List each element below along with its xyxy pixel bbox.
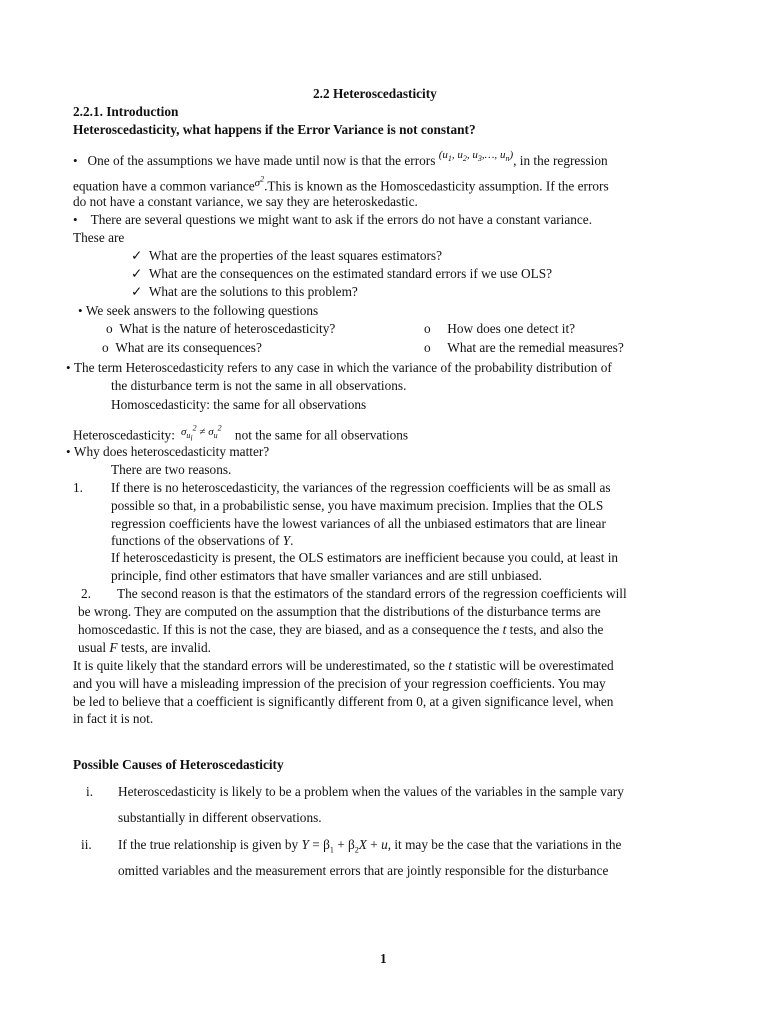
paragraph-4-line-2: the disturbance term is not the same in all observations.: [111, 378, 407, 393]
page-number: 1: [380, 951, 387, 966]
paragraph-2-line-1: [73, 211, 592, 229]
p1-text-c: equation have a common variance: [73, 178, 255, 194]
reason-1-line: principle, find other estimators that have smaller variances and are still unbiased.: [111, 568, 542, 583]
question-item: o What are its consequences?: [102, 340, 262, 355]
paragraph-2-line-2: These are: [73, 230, 125, 245]
paragraph-5: • Why does heteroscedasticity matter?: [66, 444, 270, 459]
paragraph-3: • We seek answers to the following questions: [78, 303, 319, 318]
homoscedasticity-definition: Homoscedasticity: the same for all observations: [111, 397, 367, 412]
cause-1-line: substantially in different observations.: [118, 810, 322, 825]
reason-1-line: If heteroscedasticity is present, the OLS estimators are inefficient because you could, at least in: [111, 550, 619, 565]
circle-bullet-icon: o: [102, 340, 109, 355]
cause-2-line: omitted variables and the measurement errors that are jointly responsible for the disturbance: [118, 863, 609, 878]
sigma-squared: σ2: [254, 174, 265, 189]
cause-1-number: i.: [86, 784, 94, 799]
section-title: 2.2 Heteroscedasticity: [313, 86, 437, 101]
paragraph-6-line: It is quite likely that the standard errors will be underestimated, so the t statistic will be overestimated: [73, 658, 614, 673]
question-heading: Heteroscedasticity, what happens if the Error Variance is not constant?: [73, 122, 476, 137]
circle-bullet-icon: o: [424, 321, 431, 336]
intro-heading: 2.2.1. Introduction: [73, 104, 179, 119]
bullet-icon: •: [73, 153, 78, 168]
causes-heading: Possible Causes of Heteroscedasticity: [73, 757, 284, 772]
p1-text-a: One of the assumptions we have made until now is that the errors: [87, 153, 436, 168]
reason-2-number: 2.: [81, 586, 91, 601]
checkmark-icon: ✓: [131, 248, 143, 263]
bullet-icon: •: [73, 212, 78, 227]
p1-text-d: .This is known as the Homoscedasticity assumption. If the errors: [264, 178, 609, 194]
reason-2-line: be wrong. They are computed on the assumption that the distributions of the disturbance terms are: [78, 604, 601, 619]
reason-2-line: usual F tests, are invalid.: [78, 640, 211, 655]
reason-1-number: 1.: [73, 480, 83, 495]
question-item: o What are the remedial measures?: [424, 340, 624, 355]
checkmark-icon: ✓: [131, 266, 143, 281]
check-item: ✓ What are the properties of the least squares estimators?: [131, 248, 442, 263]
paragraph-6-line: be led to believe that a coefficient is significantly different from 0, at a given significance level, when: [73, 694, 614, 709]
checkmark-icon: ✓: [131, 284, 143, 299]
p2-text-a: There are several questions we might want to ask if the errors do not have a constant variance.: [90, 212, 593, 227]
check-item: ✓ What are the solutions to this problem?: [131, 284, 358, 299]
heteroscedasticity-definition: Heteroscedasticity: $^{\sigma_{u_i}^2 \ne \sigma_u^2}$ not the same for all observations: [73, 423, 409, 443]
paragraph-1-line-3: do not have a constant variance, we say they are heteroskedastic.: [73, 194, 418, 209]
question-item: o How does one detect it?: [424, 321, 576, 336]
errors-vector: (u1, u2, u3,…, un): [438, 149, 514, 164]
cause-2-line: If the true relationship is given by $Y = \beta_1 + \beta_2X + u$, it may be the case that the variations in the: [118, 837, 622, 855]
bullet-icon: •: [66, 444, 71, 459]
reason-1-line: If there is no heteroscedasticity, the variances of the regression coefficients will be as small as: [111, 480, 611, 495]
reason-2-line: The second reason is that the estimators of the standard errors of the regression coefficients will: [117, 586, 627, 601]
question-item: o What is the nature of heteroscedasticity?: [106, 321, 336, 336]
reason-1-line: possible so that, in a probabilistic sense, you have maximum precision. Implies that the OLS: [111, 498, 604, 513]
reason-2-line: homoscedastic. If this is not the case, they are biased, and as a consequence the t tests, and also the: [78, 622, 604, 637]
reason-1-line: functions of the observations of Y.: [111, 533, 294, 548]
bullet-icon: •: [66, 360, 71, 375]
circle-bullet-icon: o: [424, 340, 431, 355]
paragraph-6-line: in fact it is not.: [73, 711, 154, 726]
reason-1-line: regression coefficients have the lowest variances of all the unbiased estimators that are linear: [111, 516, 606, 531]
check-item: ✓ What are the consequences on the estimated standard errors if we use OLS?: [131, 266, 552, 281]
cause-1-line: Heteroscedasticity is likely to be a problem when the values of the variables in the sample vary: [118, 784, 624, 799]
sigma-inequality: σui2 ≠ σu2: [178, 423, 222, 443]
two-reasons: There are two reasons.: [111, 462, 232, 477]
paragraph-6-line: and you will have a misleading impression of the precision of your regression coefficients. You may: [73, 676, 606, 691]
circle-bullet-icon: o: [106, 321, 113, 336]
bullet-icon: •: [78, 303, 83, 318]
cause-2-number: ii.: [81, 837, 92, 852]
paragraph-4-line-1: • The term Heteroscedasticity refers to any case in which the variance of the probability distribution of: [66, 360, 612, 375]
paragraph-1-line-1: [73, 149, 608, 175]
p1-text-b: , in the regression: [513, 153, 608, 168]
